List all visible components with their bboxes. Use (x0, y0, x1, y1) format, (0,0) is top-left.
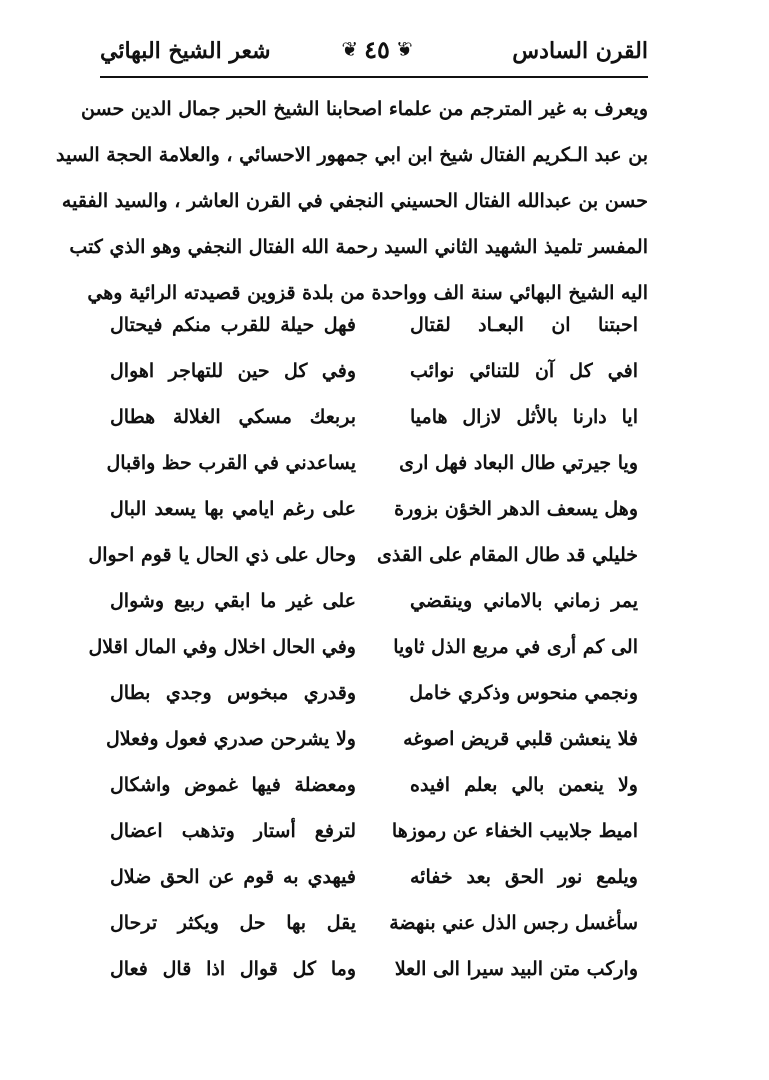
poem-couplet (100, 946, 648, 992)
prose-line: ويعرف به غير المترجم من علماء اصحابنا الشيخ الحبر جمال الدين حسن (81, 98, 648, 120)
second-hemistich: وحال على ذي الحال يا قوم احوال (88, 544, 356, 566)
chapter-title: القرن السادس (512, 38, 648, 64)
second-hemistich: على غير ما ابقي ربيع وشوال (110, 590, 356, 612)
second-hemistich: وفي الحال اخلال وفي المال اقلال (88, 636, 356, 658)
poem-couplet (100, 900, 648, 946)
prose-paragraph (55, 86, 648, 316)
first-hemistich: احبتنا ان البعـاد لقتال (410, 314, 638, 336)
poem-couplet (100, 578, 648, 624)
first-hemistich: افي كل آن للتنائي نوائب (410, 360, 638, 382)
second-hemistich: لترفع أستار وتذهب اعضال (110, 820, 356, 842)
poem-couplet (100, 670, 648, 716)
ornament-left-icon: ❦ (341, 37, 359, 61)
second-hemistich: فهل حيلة للقرب منكم فيحتال (110, 314, 356, 336)
poem-couplet (100, 854, 648, 900)
first-hemistich: ونجمي منحوس وذكري خامل (409, 682, 638, 704)
first-hemistich: ويا جيرتي طال البعاد فهل ارى (399, 452, 638, 474)
first-hemistich: سأغسل رجس الذل عني بنهضة (389, 912, 638, 934)
second-hemistich: ومعضلة فيها غموض واشكال (110, 774, 356, 796)
page-number: ٤٥ (364, 34, 390, 64)
poem-couplet (100, 440, 648, 486)
header-rule (100, 76, 648, 78)
poem-couplet (100, 486, 648, 532)
first-hemistich: ويلمع نور الحق بعد خفائه (410, 866, 638, 888)
ornament-right-icon: ❦ (395, 37, 413, 61)
poem-couplet (100, 302, 648, 348)
running-header (100, 30, 648, 70)
first-hemistich: خليلي قد طال المقام على القذى (377, 544, 638, 566)
second-hemistich: يقل بها حل ويكثر ترحال (110, 912, 356, 934)
first-hemistich: ولا ينعمن بالي بعلم افيده (410, 774, 638, 796)
poem-couplet (100, 348, 648, 394)
second-hemistich: يساعدني في القرب حظ واقبال (106, 452, 356, 474)
prose-line: المفسر تلميذ الشهيد الثاني السيد رحمة الله الفتال النجفي وهو الذي كتب (69, 236, 648, 258)
poem-couplet (88, 624, 648, 670)
second-hemistich: على رغم ايامي بها يسعد البال (110, 498, 356, 520)
second-hemistich: وما كل قوال اذا قال فعال (110, 958, 356, 980)
page-number-block (332, 32, 422, 66)
first-hemistich: الى كم أرى في مربع الذل ثاويا (393, 636, 638, 658)
poem-couplet (100, 716, 648, 762)
second-hemistich: بربعك مسكي الغلالة هطال (110, 406, 356, 428)
poem-couplet (100, 808, 648, 854)
prose-line: اليه الشيخ البهائي سنة الف وواحدة من بلدة قزوين قصيدته الرائية وهي (87, 282, 648, 304)
first-hemistich: ايا دارنا بالأثل لازال هاميا (410, 406, 638, 428)
second-hemistich: ولا يشرحن صدري فعول وفعلال (106, 728, 356, 750)
first-hemistich: اميط جلابيب الخفاء عن رموزها (391, 820, 638, 842)
second-hemistich: فيهدي به قوم عن الحق ضلال (110, 866, 356, 888)
first-hemistich: واركب متن البيد سيرا الى العلا (394, 958, 638, 980)
first-hemistich: يمر زماني بالاماني وينقضي (410, 590, 638, 612)
poem-couplet (100, 762, 648, 808)
poem-couplet (100, 394, 648, 440)
first-hemistich: فلا ينعشن قلبي قريض اصوغه (403, 728, 638, 750)
second-hemistich: وفي كل حين للتهاجر اهوال (110, 360, 356, 382)
prose-line: بن عبد الـكريم الفتال شيخ ابن ابي جمهور الاحسائي ، والعلامة الحجة السيد (55, 144, 648, 166)
poem (88, 302, 648, 992)
prose-line: حسن بن عبدالله الفتال الحسيني النجفي في القرن العاشر ، والسيد الفقيه (61, 190, 648, 212)
first-hemistich: وهل يسعف الدهر الخؤن بزورة (394, 498, 638, 520)
section-title: شعر الشيخ البهائي (100, 38, 271, 64)
poem-couplet (88, 532, 648, 578)
second-hemistich: وقدري مبخوس وجدي بطال (110, 682, 356, 704)
